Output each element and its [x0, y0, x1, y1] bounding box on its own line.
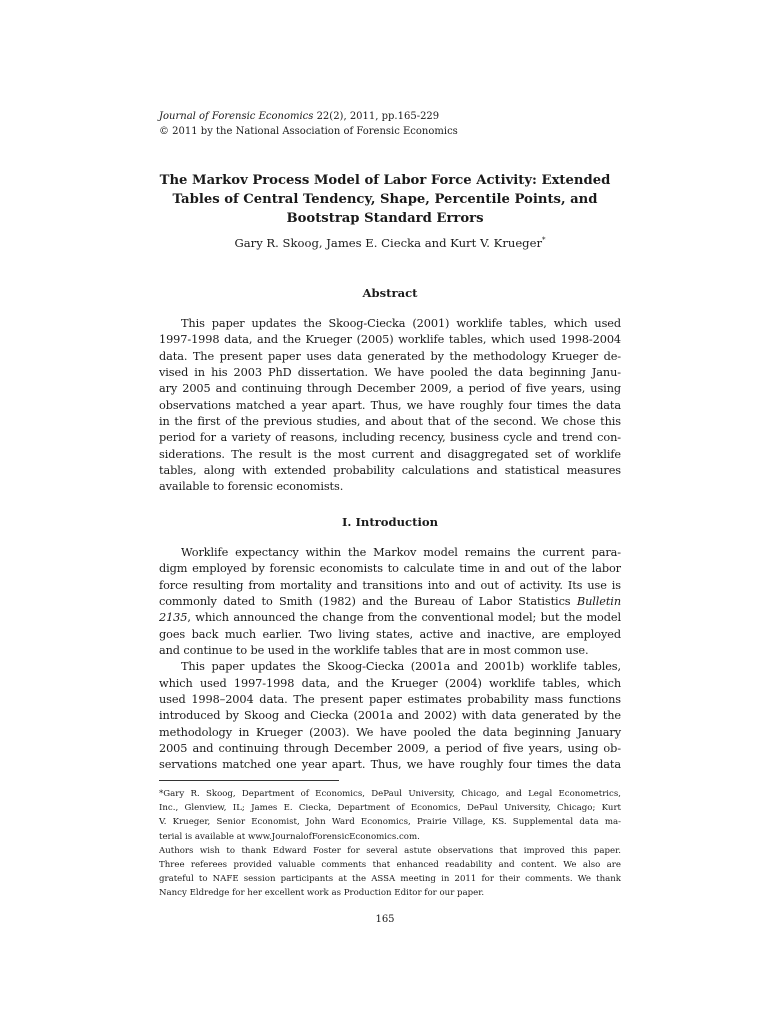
abstract-line: period for a variety of reasons, including recency, business cycle and trend con- [159, 431, 621, 445]
abstract-heading: Abstract [362, 286, 418, 300]
intro-line: introduced by Skoog and Ciecka (2001a and 2002) with data generated by the [159, 709, 621, 723]
footnote-line: *Gary R. Skoog, Department of Economics, DePaul University, Chicago, and Legal Econometrics, [159, 789, 621, 799]
intro-line: digm employed by forensic economists to calculate time in and out of the labor [159, 562, 621, 576]
intro-line: This paper updates the Skoog-Ciecka (2001a and 2001b) worklife tables, [181, 660, 621, 674]
intro-text: , which announced the change from the conventional model; but the model [187, 611, 621, 625]
abstract-line: tables, along with extended probability calculations and statistical measures [159, 464, 621, 478]
intro-line [159, 610, 621, 626]
abstract-line: 1997-1998 data, and the Krueger (2005) worklife tables, which used 1998-2004 [159, 333, 621, 347]
abstract-line: observations matched a year apart. Thus, we have roughly four times the data [159, 398, 621, 412]
author-footnote-mark: * [542, 236, 546, 245]
intro-line: goes back much earlier. Two living states, active and inactive, are employed [159, 627, 621, 641]
intro-line: which used 1997-1998 data, and the Krueger (2004) worklife tables, which [159, 676, 621, 690]
journal-name: Journal of Forensic Economics [159, 111, 314, 122]
introduction-body [159, 545, 621, 774]
title-line: The Markov Process Model of Labor Force Activity: Extended [159, 173, 611, 188]
abstract-line: data. The present paper uses data generated by the methodology Krueger de- [159, 349, 621, 363]
author-line [150, 236, 630, 250]
copyright-line: © 2011 by the National Association of Forensic Economics [159, 126, 458, 137]
journal-volume: 22(2), 2011, pp.165-229 [313, 111, 440, 122]
paper-title [150, 171, 620, 228]
abstract-line: siderations. The result is the most current and disaggregated set of worklife [159, 447, 621, 461]
footnote-line: V. Krueger, Senior Economist, John Ward Economics, Prairie Village, KS. Supplemental data ma- [159, 817, 621, 828]
journal-header [159, 109, 458, 139]
footnote-line: Inc., Glenview, IL; James E. Ciecka, Department of Economics, DePaul University, Chicago; Kurt [159, 803, 621, 814]
intro-line: force resulting from mortality and transitions into and out of activity. Its use is [159, 578, 621, 592]
abstract-body [159, 316, 621, 496]
title-line: Tables of Central Tendency, Shape, Percentile Points, and [172, 192, 598, 207]
intro-text: commonly dated to Smith (1982) and the Bureau of Labor Statistics [159, 595, 577, 609]
bulletin-citation: Bulletin [576, 595, 621, 609]
bulletin-number: 2135 [159, 611, 188, 625]
intro-line [159, 594, 621, 610]
footnote-line: grateful to NAFE session participants at the ASSA meeting in 2011 for their comments. We thank [159, 874, 621, 885]
footnote [159, 787, 621, 901]
abstract-line: vised in his 2003 PhD dissertation. We have pooled the data beginning Janu- [159, 366, 621, 380]
intro-line: and continue to be used in the worklife tables that are in most common use. [159, 644, 589, 658]
abstract-line: This paper updates the Skoog-Ciecka (2001) worklife tables, which used [181, 317, 621, 330]
title-line: Bootstrap Standard Errors [286, 211, 484, 226]
footnote-line: Three referees provided valuable comments that enhanced readability and content. We also are [159, 860, 621, 871]
abstract-line: ary 2005 and continuing through December 2009, a period of five years, using [159, 382, 621, 396]
footnote-line: terial is available at www.JournalofForensicEconomics.com. [159, 831, 420, 842]
intro-line: Worklife expectancy within the Markov model remains the current para- [181, 546, 621, 559]
footnote-divider [159, 780, 339, 781]
page-number: 165 [375, 914, 395, 925]
author-names: Gary R. Skoog, James E. Ciecka and Kurt V. Krueger [234, 236, 543, 250]
abstract-line: available to forensic economists. [159, 480, 344, 494]
abstract-line: in the first of the previous studies, and about that of the second. We chose this [159, 415, 621, 429]
intro-line: 2005 and continuing through December 2009, a period of five years, using ob- [159, 742, 621, 756]
footnote-line: Nancy Eldredge for her excellent work as Production Editor for our paper. [159, 888, 485, 899]
intro-line: used 1998–2004 data. The present paper estimates probability mass functions [159, 693, 621, 707]
intro-line: servations matched one year apart. Thus, we have roughly four times the data [159, 758, 621, 772]
journal-citation [159, 109, 458, 124]
intro-line: methodology in Krueger (2003). We have pooled the data beginning January [159, 725, 621, 739]
introduction-heading: I. Introduction [341, 515, 439, 529]
footnote-line: Authors wish to thank Edward Foster for several astute observations that improved this paper. [159, 845, 621, 856]
